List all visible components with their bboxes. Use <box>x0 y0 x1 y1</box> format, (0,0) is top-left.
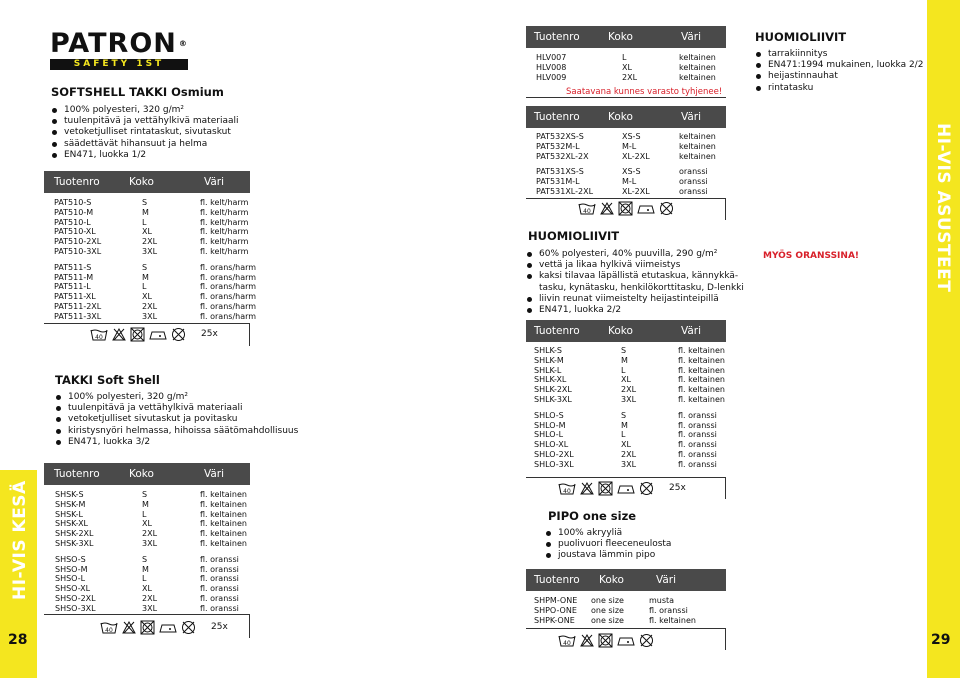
product-code: SHSO-L <box>55 574 86 584</box>
color-name: fl. oranssi <box>200 593 239 603</box>
pipo-title: PIPO one size <box>548 509 637 523</box>
table-row <box>54 208 254 218</box>
table-row <box>534 596 734 606</box>
table-row <box>536 53 726 63</box>
size: 2XL <box>621 385 637 395</box>
feature-item: tuulenpitävä ja vettähylkivä materiaali <box>55 403 298 414</box>
product-code: SHLK-M <box>534 355 564 365</box>
product-code: SHSK-M <box>55 499 86 509</box>
no-tumble-dry-icon <box>618 201 633 216</box>
right-side-label: HI-VIS ASUSTEET <box>933 123 953 293</box>
size: 3XL <box>142 311 158 321</box>
table-row <box>55 510 255 520</box>
product-code: SHSK-XL <box>55 519 89 529</box>
size: 2XL <box>621 449 637 459</box>
no-tumble-dry-icon <box>598 633 613 648</box>
product-code: SHLO-XL <box>534 440 569 450</box>
feature-item: EN471, luokka 2/2 <box>526 305 744 316</box>
table-row <box>534 440 734 450</box>
color-name: fl. orans/harm <box>200 262 257 272</box>
divider <box>526 628 726 629</box>
table-row <box>55 555 255 565</box>
also-orange-note: MYÖS ORANSSINA! <box>763 251 860 261</box>
feature-item: liivin reunat viimeistelty heijastinteipillä <box>526 294 744 305</box>
size: M <box>142 564 149 574</box>
size: 3XL <box>142 538 158 548</box>
table-row <box>54 311 257 322</box>
pat53x-rows <box>536 132 726 197</box>
svg-text:40: 40 <box>583 207 591 215</box>
product-code: SHSO-2XL <box>55 593 96 603</box>
feature-item: heijastinnauhat <box>755 71 923 82</box>
availability-note: Saatavana kunnes varasto tyhjenee! <box>566 87 723 97</box>
color-name: fl. oranssi <box>678 420 717 430</box>
divider <box>249 614 250 638</box>
iron-icon <box>158 620 178 635</box>
table-row <box>534 411 734 421</box>
size: M <box>621 355 628 365</box>
feature-item: 100% polyesteri, 320 g/m² <box>55 392 298 403</box>
size: M <box>621 420 628 430</box>
color-name: fl. keltainen <box>200 529 247 539</box>
size: 3XL <box>621 394 637 404</box>
color-name: fl. orans/harm <box>200 292 257 302</box>
table-row <box>55 539 255 549</box>
color-name: fl. kelt/harm <box>200 246 249 256</box>
no-bleach-icon <box>579 481 595 496</box>
size: S <box>621 346 627 355</box>
feature-item: puolivuori fleeceneulosta <box>545 539 671 550</box>
product-code: SHSK-3XL <box>55 538 94 548</box>
color-name: fl. keltainen <box>200 499 247 509</box>
product-code: PAT532XL-2X <box>536 151 589 161</box>
product-code: SHSK-L <box>55 509 83 519</box>
product-code: SHSO-XL <box>55 584 91 594</box>
product-code: SHLO-3XL <box>534 459 574 469</box>
color-name: fl. oranssi <box>649 605 688 615</box>
svg-text:40: 40 <box>563 487 571 495</box>
table-row <box>54 301 257 312</box>
size: L <box>142 509 147 519</box>
divider <box>526 198 726 199</box>
no-dry-clean-icon <box>659 201 674 216</box>
iron-icon <box>616 481 636 496</box>
product-code: SHLK-2XL <box>534 385 572 395</box>
product-code: HLV009 <box>536 72 567 82</box>
feature-item: joustava lämmin pipo <box>545 550 671 561</box>
product-code: PAT511-M <box>54 272 94 282</box>
table-row <box>534 450 734 460</box>
table-row <box>54 262 257 273</box>
feature-item: kaksi tilavaa läpällistä etutaskua, kännykkä- tasku, kynätasku, henkilökorttitasku, D-lenkki <box>526 271 744 293</box>
product-code: SHLO-S <box>534 410 564 420</box>
size: XL <box>622 62 632 72</box>
no-bleach-icon <box>111 327 127 342</box>
product-code: SHLK-XL <box>534 375 567 385</box>
table-row <box>54 282 257 292</box>
product-code: SHSO-M <box>55 564 88 574</box>
size: L <box>142 574 147 584</box>
table-row <box>54 198 254 208</box>
color-name: fl. keltainen <box>678 346 725 355</box>
color-name: keltainen <box>679 132 716 141</box>
table-row <box>55 574 255 584</box>
huomioliivit-features <box>526 249 744 316</box>
shlk-care-symbols <box>558 480 686 496</box>
size: 3XL <box>621 459 637 469</box>
table-row <box>54 237 254 247</box>
color-name: fl. kelt/harm <box>200 198 249 207</box>
svg-text:40: 40 <box>105 626 113 634</box>
table-row <box>55 604 255 614</box>
feature-item: tuulenpitävä ja vettähylkivä materiaali <box>51 116 238 127</box>
color-name: fl. orans/harm <box>200 301 257 311</box>
product-code: SHLO-M <box>534 420 566 430</box>
product-code: SHSK-2XL <box>55 529 94 539</box>
feature-item: 100% polyesteri, 320 g/m² <box>51 105 238 116</box>
product-code: PAT531XL-2XL <box>536 186 594 196</box>
no-dry-clean-icon <box>181 620 196 635</box>
table-row <box>534 616 734 626</box>
no-bleach-icon <box>579 633 595 648</box>
product-code: PAT511-S <box>54 262 92 272</box>
table-row <box>534 421 734 431</box>
wash-40-icon <box>578 201 596 216</box>
size: L <box>142 282 147 292</box>
color-name: fl. keltainen <box>649 615 696 625</box>
color-name: fl. keltainen <box>200 509 247 519</box>
table-row <box>55 584 255 594</box>
product-code: SHSK-S <box>55 490 84 499</box>
color-name: fl. kelt/harm <box>200 227 249 237</box>
hlv-table-header: Tuotenro Koko Väri <box>526 26 726 48</box>
divider <box>249 323 250 346</box>
size: XL <box>621 375 631 385</box>
table-row <box>55 529 255 539</box>
right-side-strip <box>927 0 960 678</box>
huomioliivit-title: HUOMIOLIIVIT <box>528 229 620 243</box>
product-code: SHPO-ONE <box>534 605 577 615</box>
product-code: SHSO-3XL <box>55 603 96 613</box>
color-name: oranssi <box>679 186 708 196</box>
table-row <box>534 346 734 356</box>
product-code: HLV008 <box>536 62 567 72</box>
product-code: PAT510-M <box>54 207 94 217</box>
takki-features <box>55 392 298 448</box>
iron-icon <box>616 633 636 648</box>
takki-table-header: Tuotenro Koko Väri <box>44 463 250 485</box>
no-dry-clean-icon <box>171 327 186 342</box>
softshell-table-header: Tuotenro Koko Väri <box>44 171 250 193</box>
color-name: keltainen <box>679 53 716 62</box>
wash-40-icon <box>558 633 576 648</box>
svg-text:40: 40 <box>563 639 571 647</box>
table-row <box>534 430 734 440</box>
feature-item: EN471, luokka 1/2 <box>51 150 238 161</box>
product-code: SHLK-L <box>534 365 562 375</box>
color-name: fl. keltainen <box>678 355 725 365</box>
size: L <box>622 53 627 62</box>
pat53x-table-header: Tuotenro Koko Väri <box>526 106 726 128</box>
color-name: fl. oranssi <box>678 459 717 469</box>
size: one size <box>591 615 624 625</box>
size: 2XL <box>622 72 638 82</box>
size: XS-S <box>622 167 641 177</box>
size: L <box>621 430 626 440</box>
product-code: SHLO-2XL <box>534 449 574 459</box>
product-code: SHLK-3XL <box>534 394 572 404</box>
iron-icon <box>148 327 168 342</box>
divider <box>526 477 726 478</box>
table-row <box>536 152 726 162</box>
divider <box>725 198 726 220</box>
table-row <box>536 132 726 142</box>
table-row <box>534 375 734 385</box>
iron-icon <box>636 201 656 216</box>
product-code: PAT511-XL <box>54 292 96 302</box>
color-name: fl. keltainen <box>678 385 725 395</box>
color-name: oranssi <box>679 177 708 187</box>
size: XL-2XL <box>622 186 650 196</box>
huomioliivit-right-title: HUOMIOLIIVIT <box>755 30 847 44</box>
wash-40-icon <box>100 620 118 635</box>
size: L <box>621 365 626 375</box>
size: one size <box>591 596 624 605</box>
softshell-title: SOFTSHELL TAKKI Osmium <box>51 85 224 99</box>
table-row <box>534 366 734 376</box>
size: 2XL <box>142 529 158 539</box>
color-name: fl. keltainen <box>678 375 725 385</box>
size: S <box>142 262 148 272</box>
no-tumble-dry-icon <box>130 327 145 342</box>
color-name: fl. oranssi <box>200 603 239 613</box>
size: 2XL <box>142 237 158 247</box>
size: 2XL <box>142 301 158 311</box>
divider <box>526 97 726 98</box>
size: XL <box>142 227 152 237</box>
table-row <box>536 177 726 187</box>
color-name: fl. kelt/harm <box>200 207 249 217</box>
table-row <box>55 500 255 510</box>
size: 3XL <box>142 246 158 256</box>
page-number-left: 28 <box>8 632 28 648</box>
color-name: fl. orans/harm <box>200 311 257 321</box>
feature-item: kiristysnyöri helmassa, hihoissa säätömahdollisuus <box>55 426 298 437</box>
color-name: fl. orans/harm <box>200 272 257 282</box>
table-row <box>534 385 734 395</box>
color-name: fl. kelt/harm <box>200 237 249 247</box>
feature-item: EN471, luokka 3/2 <box>55 437 298 448</box>
pipo-care-symbols <box>558 632 654 648</box>
color-name: fl. keltainen <box>200 490 247 499</box>
product-code: PAT510-XL <box>54 227 96 237</box>
divider <box>44 323 250 324</box>
feature-item: vetoketjulliset rintataskut, sivutaskut <box>51 127 238 138</box>
table-row <box>534 395 734 405</box>
pack-quantity: 25x <box>211 622 228 632</box>
color-name: fl. oranssi <box>200 584 239 594</box>
no-dry-clean-icon <box>639 633 654 648</box>
size: S <box>142 198 148 207</box>
table-row <box>55 490 255 500</box>
page-number-right: 29 <box>931 632 951 648</box>
divider <box>725 628 726 650</box>
pat53x-care-symbols <box>578 200 674 216</box>
no-bleach-icon <box>121 620 137 635</box>
size: S <box>142 554 148 564</box>
feature-item: vettä ja likaa hylkivä viimeistys <box>526 260 744 271</box>
size: XL <box>621 440 631 450</box>
size: M-L <box>622 177 637 187</box>
left-side-label: HI-VIS KESÄ <box>10 480 30 600</box>
product-code: PAT510-3XL <box>54 246 102 256</box>
size: M <box>142 272 149 282</box>
table-row <box>534 606 734 616</box>
pipo-features <box>545 528 671 562</box>
color-name: fl. oranssi <box>200 574 239 584</box>
table-row <box>536 187 726 197</box>
table-row <box>54 292 257 302</box>
size: M <box>142 207 149 217</box>
color-name: musta <box>649 596 675 605</box>
svg-text:40: 40 <box>95 333 103 341</box>
table-row <box>534 460 734 470</box>
takki-rows <box>55 490 255 614</box>
pipo-rows <box>534 596 734 625</box>
color-name: keltainen <box>679 151 716 161</box>
feature-item: rintatasku <box>755 83 923 94</box>
product-code: PAT510-L <box>54 217 91 227</box>
pipo-table-header: Tuotenro Koko Väri <box>526 569 726 591</box>
table-row <box>54 247 254 257</box>
table-row <box>55 565 255 575</box>
product-code: PAT531XS-S <box>536 167 584 177</box>
divider <box>725 477 726 499</box>
color-name: fl. oranssi <box>200 554 239 564</box>
color-name: fl. oranssi <box>678 449 717 459</box>
product-code: PAT510-S <box>54 198 92 207</box>
wash-40-icon <box>90 327 108 342</box>
table-row <box>54 218 254 228</box>
product-code: SHPK-ONE <box>534 615 575 625</box>
wash-40-icon <box>558 481 576 496</box>
huomioliivit-right-features <box>755 49 923 94</box>
product-code: PAT511-L <box>54 282 91 292</box>
color-name: keltainen <box>679 62 716 72</box>
takki-care-symbols <box>100 619 228 635</box>
size: XL <box>142 292 152 302</box>
product-code: PAT510-2XL <box>54 237 102 247</box>
takki-title: TAKKI Soft Shell <box>55 373 160 387</box>
product-code: PAT511-3XL <box>54 311 102 321</box>
size: one size <box>591 605 624 615</box>
size: XL <box>142 584 152 594</box>
color-name: fl. oranssi <box>678 440 717 450</box>
patron-logo: PATRON ® SAFETY 1ST <box>50 28 188 69</box>
color-name: fl. keltainen <box>200 538 247 548</box>
table-row <box>534 356 734 366</box>
shlk-table-header: Tuotenro Koko Väri <box>526 320 726 342</box>
size: 2XL <box>142 593 158 603</box>
size: M <box>142 499 149 509</box>
size: M-L <box>622 141 637 151</box>
table-row <box>536 73 726 83</box>
feature-item: EN471:1994 mukainen, luokka 2/2 <box>755 60 923 71</box>
divider <box>44 614 250 615</box>
table-row <box>536 167 726 177</box>
product-code: PAT532XS-S <box>536 132 584 141</box>
table-row <box>54 227 254 237</box>
color-name: fl. keltainen <box>678 394 725 404</box>
feature-item: vetoketjulliset sivutaskut ja povitasku <box>55 414 298 425</box>
no-dry-clean-icon <box>639 481 654 496</box>
color-name: fl. keltainen <box>678 365 725 375</box>
color-name: fl. kelt/harm <box>200 217 249 227</box>
size: L <box>142 217 147 227</box>
table-row <box>536 142 726 152</box>
table-row <box>55 594 255 604</box>
feature-item: tarrakiinnitys <box>755 49 923 60</box>
table-row <box>54 272 257 283</box>
pack-quantity: 25x <box>669 483 686 493</box>
product-code: PAT511-2XL <box>54 301 102 311</box>
table-row <box>536 63 726 73</box>
product-code: SHLK-S <box>534 346 562 355</box>
size: 3XL <box>142 603 158 613</box>
color-name: fl. oranssi <box>678 410 717 420</box>
color-name: fl. keltainen <box>200 519 247 529</box>
size: XL <box>142 519 152 529</box>
feature-item: 100% akryyliä <box>545 528 671 539</box>
size: S <box>621 410 627 420</box>
color-name: fl. oranssi <box>200 564 239 574</box>
pack-quantity: 25x <box>201 329 218 339</box>
no-bleach-icon <box>599 201 615 216</box>
feature-item: säädettävät hihansuut ja helma <box>51 139 238 150</box>
color-name: fl. orans/harm <box>200 282 257 292</box>
no-tumble-dry-icon <box>598 481 613 496</box>
product-code: SHSO-S <box>55 554 86 564</box>
product-code: PAT532M-L <box>536 141 580 151</box>
color-name: keltainen <box>679 141 716 151</box>
product-code: HLV007 <box>536 53 567 62</box>
feature-item: 60% polyesteri, 40% puuvilla, 290 g/m² <box>526 249 744 260</box>
no-tumble-dry-icon <box>140 620 155 635</box>
color-name: fl. oranssi <box>678 430 717 440</box>
softshell-care-symbols <box>90 326 218 342</box>
product-code: PAT531M-L <box>536 177 580 187</box>
color-name: oranssi <box>679 167 708 177</box>
shlk-rows <box>534 346 734 470</box>
size: S <box>142 490 148 499</box>
softshell-features <box>51 105 238 161</box>
size: XS-S <box>622 132 641 141</box>
hlv-rows <box>536 53 726 82</box>
product-code: SHPM-ONE <box>534 596 578 605</box>
softshell-rows <box>54 198 257 322</box>
color-name: keltainen <box>679 72 716 82</box>
size: XL-2XL <box>622 151 650 161</box>
product-code: SHLO-L <box>534 430 564 440</box>
table-row <box>55 519 255 529</box>
